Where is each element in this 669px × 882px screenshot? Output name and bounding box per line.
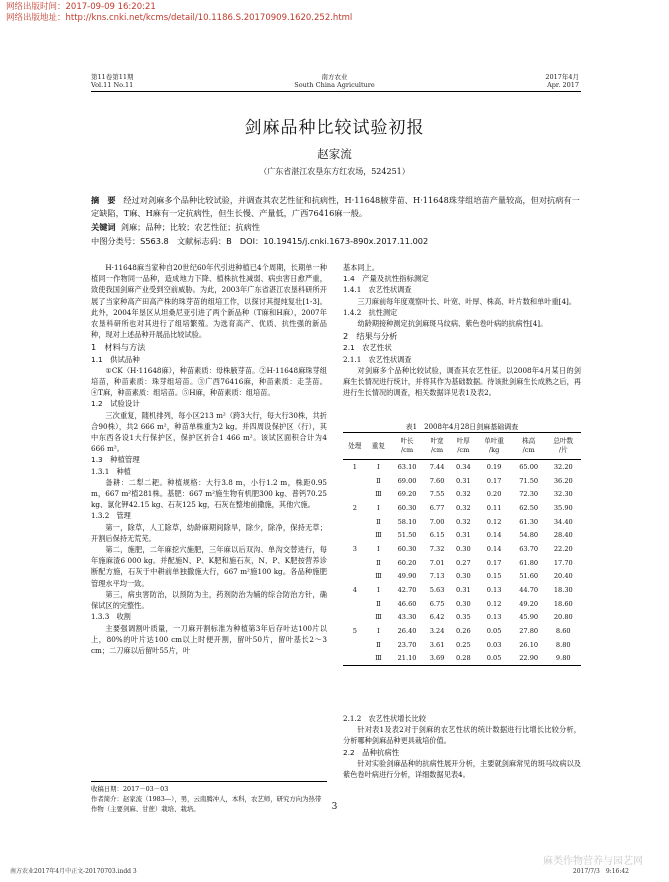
page-number: 3 bbox=[331, 802, 338, 812]
paragraph: 对剑麻多个品种比较试验，调查其农艺性征。以2008年4月某日的剑麻生长情况进行统计，并将其作为基础数据。待该批剑麻生长成熟之后，再进行生长情况的调查，相关数据详见表1及表2。 bbox=[343, 365, 581, 398]
table-cell: 7.60 bbox=[429, 476, 445, 485]
table-cell: 61.80 bbox=[519, 558, 539, 567]
table-cell: 44.70 bbox=[519, 586, 539, 595]
table-cell: 7.44 bbox=[429, 462, 445, 471]
paragraph: 针对表1及表2对于剑麻的农艺性状的统计数据进行比增长比较分析，分析哪种剑麻品种更具栽培价值。 bbox=[343, 725, 581, 746]
table-row bbox=[343, 570, 581, 584]
table-cell: 43.30 bbox=[397, 613, 417, 622]
table-cell: 3 bbox=[352, 544, 357, 553]
table-cell: 26.40 bbox=[397, 627, 417, 636]
table-row bbox=[343, 460, 581, 474]
paragraph: 主要强调割叶质量，一刀麻开割标准为种植第3年后存叶达100片以上，80%的叶片达100 cm以上时便开割，留叶50片，留叶基长2～3 cm；二刀麻以后留叶55片，叶 bbox=[91, 623, 327, 655]
table-row bbox=[343, 583, 581, 597]
table-header-cell: 株高 /cm bbox=[522, 437, 536, 454]
table-cell: 0.30 bbox=[455, 572, 471, 581]
table-cell: 17.70 bbox=[553, 558, 573, 567]
table-cell: Ⅰ bbox=[377, 627, 380, 636]
classification-line: 中图分类号：S563.8 文献标志码：B DOI：10.19415/j.cnki.1673-890x.2017.11.002 bbox=[91, 236, 429, 246]
table-cell: 6.42 bbox=[429, 613, 445, 622]
table-cell: 20.80 bbox=[553, 613, 573, 622]
table-cell: 0.20 bbox=[486, 490, 502, 499]
table-cell: 2 bbox=[352, 503, 357, 512]
table-cell: 7.13 bbox=[429, 572, 445, 581]
paragraph: H·11648麻当家种自20世纪60年代引进种植已4个周期，长期单一种植同一作物同一品种，造成地力下降、植株抗性减弱、病虫害日愈严重，致使我国剑麻产业受到空前威胁。为此，2003年广东省湛江农垦科研所开展了当家种高产田高产株的珠芽苗的组培工作，以探讨其提纯复壮[1-3]。此外，2004年垦区从坦桑尼亚引进了两个新品种（T麻和H麻），2007年农垦科研所也对其进行了组培繁殖。为选育高产、优质、抗性强的新品种，现对上述品种开展品比较试验。 bbox=[91, 263, 327, 340]
table-cell: 28.40 bbox=[553, 531, 573, 540]
table-cell: 63.70 bbox=[519, 544, 539, 553]
header-rule bbox=[91, 91, 581, 92]
table-cell bbox=[343, 474, 367, 488]
section-heading: 1.3.3 收割 bbox=[91, 612, 131, 622]
table-header-cell: 处理 bbox=[348, 441, 362, 450]
table-cell: 46.60 bbox=[397, 599, 417, 608]
table-cell: 0.17 bbox=[486, 558, 502, 567]
section-heading: 1.3 种植管理 bbox=[91, 455, 140, 465]
table-cell: 7.01 bbox=[429, 558, 445, 567]
section-heading: 1 材料与方法 bbox=[91, 342, 146, 353]
table-cell: 72.30 bbox=[519, 490, 539, 499]
table-cell: 0.12 bbox=[486, 517, 502, 526]
table-cell: 58.10 bbox=[397, 517, 417, 526]
table-cell: 0.30 bbox=[455, 544, 471, 553]
table-row bbox=[343, 474, 581, 488]
table-cell: 61.30 bbox=[519, 517, 539, 526]
table-cell: Ⅲ bbox=[375, 613, 382, 622]
left-column bbox=[91, 262, 327, 656]
table-cell: Ⅱ bbox=[376, 517, 381, 526]
table-row bbox=[343, 556, 581, 570]
paragraph: 三次重复，随机排列，每小区213 m²（跨3大行，每大行30株，共折合90株），共2 666 m²，种苗单株重为2 kg。并四周设保护区（行），其中东西各设1大行保护区，保护区折合1 466 m²。该试区面积合计为4 666 m²。 bbox=[91, 410, 327, 454]
table-header-cell: 叶长 /cm bbox=[400, 437, 414, 454]
table-cell: 3.24 bbox=[429, 627, 445, 636]
table-cell: 0.17 bbox=[486, 476, 502, 485]
paragraph: 第三，病虫害防治，以预防为主，药剂防治为辅的综合防治方针，确保试区的完整性。 bbox=[91, 589, 327, 611]
table-cell: 34.40 bbox=[553, 517, 573, 526]
keywords: 关键词 剑麻；品种；比较；农艺性征；抗病性 bbox=[91, 222, 260, 232]
author-name: 赵家流 bbox=[317, 147, 352, 161]
table-cell: 0.14 bbox=[486, 544, 502, 553]
online-publish-url[interactable]: 网络出版地址：http://kns.cnki.net/kcms/detail/10.1186.S.20170909.1620.252.html bbox=[6, 13, 353, 23]
table-cell: Ⅰ bbox=[377, 462, 380, 471]
table-cell: 18.30 bbox=[553, 586, 573, 595]
received-date: 收稿日期：2017－03－03 bbox=[91, 785, 169, 793]
section-heading: 1.4.2 抗性测定 bbox=[343, 307, 398, 317]
table-cell: 69.20 bbox=[397, 490, 417, 499]
paragraph: ①CK（H·11648麻），种苗素质：母株腋芽苗。②H·11648麻珠芽组培苗，种苗素质：珠芽组培苗。③广西76416麻，种苗素质：走茎苗。④T麻，种苗素质：组培苗。⑤H麻，种苗素质：组培苗。 bbox=[91, 365, 327, 398]
table-cell: Ⅰ bbox=[377, 544, 380, 553]
table-cell: 6.75 bbox=[429, 599, 445, 608]
section-heading: 2.1 农艺性状 bbox=[343, 343, 392, 353]
table-cell: 0.32 bbox=[455, 490, 471, 499]
table-cell: 4 bbox=[352, 586, 357, 595]
affiliation: （广东省湛江农垦东方红农场，524251） bbox=[259, 167, 410, 176]
table-cell: Ⅲ bbox=[375, 531, 382, 540]
table-cell: 65.00 bbox=[519, 462, 539, 471]
table-cell: 0.31 bbox=[455, 586, 471, 595]
right-column-top bbox=[343, 262, 581, 398]
table-cell: Ⅱ bbox=[376, 599, 381, 608]
table-cell: 32.20 bbox=[553, 462, 573, 471]
section-heading: 2.1.2 农艺性状增长比较 bbox=[343, 714, 426, 723]
table-cell: 0.35 bbox=[455, 613, 471, 622]
indd-footer-left: 南方农业2017年4月中正文-20170703.indd 3 bbox=[10, 868, 137, 875]
table-cell bbox=[343, 487, 367, 501]
paragraph: 备耕：二犁二耙。种植规格：大行3.8 m，小行1.2 m，株距0.95 m，667 m²植281株。基肥：667 m²施生物有机肥300 kg、普钙70.25 kg、氯化钾42.15 kg、石灰125 kg，石灰在整地前撒施，其他穴施。 bbox=[91, 477, 327, 510]
table-cell: 54.80 bbox=[519, 531, 539, 540]
paragraph: 第二，施肥，二年麻挖穴施肥，三年麻以后双沟、单沟交替进行，每年施麻渣6 000 kg。并配施N、P、K肥和施石灰，N、P、K肥按营养诊断配方施，石灰于中耕前单独撒施大行，667 m²施100 kg。各品种施肥管理水平均一致。 bbox=[91, 545, 327, 588]
table-cell: 0.11 bbox=[486, 503, 502, 512]
table-cell: 22.90 bbox=[519, 654, 539, 663]
paragraph: 基本同上。 bbox=[343, 263, 379, 272]
table-cell bbox=[343, 638, 367, 652]
table-cell: Ⅱ bbox=[376, 640, 381, 649]
table-cell: 18.60 bbox=[553, 599, 573, 608]
table-cell bbox=[343, 652, 367, 666]
abstract-text: 经过对剑麻多个品种比较试验，并调查其农艺性征和抗病性，H·11648腋芽苗、H·11648珠芽组培苗产量较高，但对抗病有一定缺陷，T麻、H麻有一定抗病性，但生长慢、产量低，广西76416麻一般。 bbox=[91, 195, 580, 218]
table-row bbox=[343, 611, 581, 625]
table-cell: Ⅰ bbox=[377, 586, 380, 595]
section-heading: 1.4 产量及抗性指标测定 bbox=[343, 274, 429, 284]
table-cell: 20.40 bbox=[553, 572, 573, 581]
table-cell: 27.80 bbox=[519, 627, 539, 636]
table-cell: 21.10 bbox=[397, 654, 417, 663]
table-cell bbox=[343, 597, 367, 611]
table-cell bbox=[343, 556, 367, 570]
section-heading: 2.1.1 农艺性状调查 bbox=[343, 354, 412, 364]
table-cell: 3.61 bbox=[429, 640, 445, 649]
table-cell bbox=[343, 515, 367, 529]
bottom-watermark: 麻类作物营养与园艺网 bbox=[543, 856, 643, 867]
table-cell: 0.15 bbox=[486, 572, 502, 581]
table-row bbox=[343, 528, 581, 542]
paragraph: 第一，除草，人工除草，幼龄麻期间除旱，除少，除净，保持无草；开割后保持无荒芜。 bbox=[91, 522, 327, 543]
table-cell: 36.20 bbox=[553, 476, 573, 485]
table-cell: 62.50 bbox=[519, 503, 539, 512]
header-date: 2017年4月 Apr. 2017 bbox=[545, 73, 579, 89]
table-cell: Ⅲ bbox=[375, 654, 382, 663]
online-publish-time: 网络出版时间：2017-09-09 16:20:21 bbox=[6, 2, 156, 12]
table-cell: Ⅲ bbox=[375, 490, 382, 499]
table-cell: 42.70 bbox=[397, 586, 417, 595]
table-cell: 3.69 bbox=[429, 654, 445, 663]
table-caption: 表1 2008年4月28日剑麻基础调查 bbox=[405, 423, 519, 431]
section-heading: 1.3.1 种植 bbox=[91, 466, 131, 476]
table-row bbox=[343, 501, 581, 515]
table-cell: 60.30 bbox=[397, 503, 417, 512]
table-cell: 0.12 bbox=[486, 599, 502, 608]
section-heading: 1.3.2 管理 bbox=[91, 511, 131, 521]
table-row bbox=[343, 542, 581, 556]
indd-footer-right: 2017/7/3 9:16:42 bbox=[572, 868, 629, 875]
table-cell: 8.80 bbox=[555, 640, 571, 649]
table-cell: 60.30 bbox=[397, 544, 417, 553]
table-row bbox=[343, 597, 581, 611]
table-cell: 0.05 bbox=[486, 627, 502, 636]
table-row bbox=[343, 487, 581, 501]
table-header-cell: 重复 bbox=[371, 441, 385, 450]
section-heading: 1.4.1 农艺性状调查 bbox=[343, 285, 412, 295]
table-cell: 0.27 bbox=[455, 558, 471, 567]
table-cell: 0.03 bbox=[486, 640, 502, 649]
table-cell: 49.20 bbox=[519, 599, 539, 608]
table-cell: 0.32 bbox=[455, 503, 471, 512]
table-cell: 60.20 bbox=[397, 558, 417, 567]
table-cell bbox=[343, 570, 367, 584]
table-cell: 6.77 bbox=[429, 503, 445, 512]
table-cell: Ⅱ bbox=[376, 558, 381, 567]
table-header-cell: 叶厚 /cm bbox=[456, 437, 470, 454]
table-cell: 0.13 bbox=[486, 586, 502, 595]
table-cell: 23.70 bbox=[397, 640, 417, 649]
table-header-cell: 总叶数 /片 bbox=[553, 437, 574, 454]
table-cell: Ⅱ bbox=[376, 476, 381, 485]
table-header-cell: 叶宽 /cm bbox=[430, 437, 444, 454]
table-cell: 0.13 bbox=[486, 613, 502, 622]
table-cell: 7.00 bbox=[429, 517, 445, 526]
table-cell: 35.90 bbox=[553, 503, 573, 512]
table-cell bbox=[343, 611, 367, 625]
paragraph: 幼龄期接种测定抗剑麻斑马纹病、紫色卷叶病的抗病性[4]。 bbox=[357, 319, 548, 329]
table-cell: 0.19 bbox=[486, 462, 502, 471]
footnote-rule bbox=[91, 781, 327, 782]
paper-title: 剑麻品种比较试验初报 bbox=[244, 118, 425, 138]
table-cell: 0.26 bbox=[455, 627, 471, 636]
table-cell: 51.60 bbox=[519, 572, 539, 581]
table-cell: 5.63 bbox=[429, 586, 445, 595]
table-cell: 45.90 bbox=[519, 613, 539, 622]
table-cell: 22.20 bbox=[553, 544, 573, 553]
table-cell: 26.10 bbox=[519, 640, 539, 649]
table-cell: 8.60 bbox=[555, 627, 571, 636]
table-cell: 71.50 bbox=[519, 476, 539, 485]
table-1 bbox=[343, 432, 581, 666]
table-row bbox=[343, 652, 581, 666]
table-cell: 1 bbox=[352, 462, 357, 471]
table-cell: 51.50 bbox=[397, 531, 417, 540]
author-bio: 作者简介：赵家流（1983—），男，云南腾冲人，本科，农艺师，研究方向为热带作物（主要剑麻、甘蔗）栽培、栽培。 bbox=[91, 795, 322, 813]
table-cell: 0.30 bbox=[455, 599, 471, 608]
header-journal: 南方农业 South China Agriculture bbox=[294, 73, 375, 89]
table-cell: 0.32 bbox=[455, 517, 471, 526]
table-cell: 0.31 bbox=[455, 476, 471, 485]
table-cell: 6.15 bbox=[429, 531, 445, 540]
table-cell: 0.25 bbox=[455, 640, 471, 649]
paragraph: 三刀麻前每年度观察叶长、叶宽、叶厚、株高、叶片数和单叶重[4]。 bbox=[357, 296, 577, 306]
table-cell: 0.34 bbox=[455, 462, 471, 471]
table-cell: 0.28 bbox=[455, 654, 471, 663]
table-cell: 7.55 bbox=[429, 490, 445, 499]
right-column-bottom bbox=[343, 713, 581, 780]
table-cell: 7.32 bbox=[429, 544, 445, 553]
table-row bbox=[343, 624, 581, 638]
abstract bbox=[91, 194, 581, 220]
section-heading: 1.2 试验设计 bbox=[91, 399, 140, 409]
table-cell: 0.14 bbox=[486, 531, 502, 540]
table-cell: 5 bbox=[352, 627, 357, 636]
paragraph: 针对实验剑麻品种的抗病性展开分析，主要就剑麻常见的斑马纹病以及紫色卷叶病进行分析，详细数据见表4。 bbox=[343, 758, 581, 780]
section-heading: 1.1 供试品种 bbox=[91, 354, 140, 364]
table-cell: 49.90 bbox=[397, 572, 417, 581]
section-heading: 2 结果与分析 bbox=[343, 331, 398, 342]
table-cell: 32.30 bbox=[553, 490, 573, 499]
table-row bbox=[343, 638, 581, 652]
table-cell: 69.00 bbox=[397, 476, 417, 485]
table-cell: Ⅲ bbox=[375, 572, 382, 581]
table-cell: 0.31 bbox=[455, 531, 471, 540]
table-cell: 9.80 bbox=[555, 654, 571, 663]
table-cell: 0.05 bbox=[486, 654, 502, 663]
table-cell: Ⅰ bbox=[377, 503, 380, 512]
table-header-cell: 单叶重 /kg bbox=[484, 437, 504, 454]
abstract-label: 摘 要 bbox=[91, 195, 116, 205]
section-heading: 2.2 品种抗病性 bbox=[343, 747, 400, 757]
table-cell bbox=[343, 528, 367, 542]
header-volume: 第11卷第11期 Vol.11 No.11 bbox=[91, 73, 134, 89]
table-cell: 63.10 bbox=[397, 462, 417, 471]
table-row bbox=[343, 515, 581, 529]
